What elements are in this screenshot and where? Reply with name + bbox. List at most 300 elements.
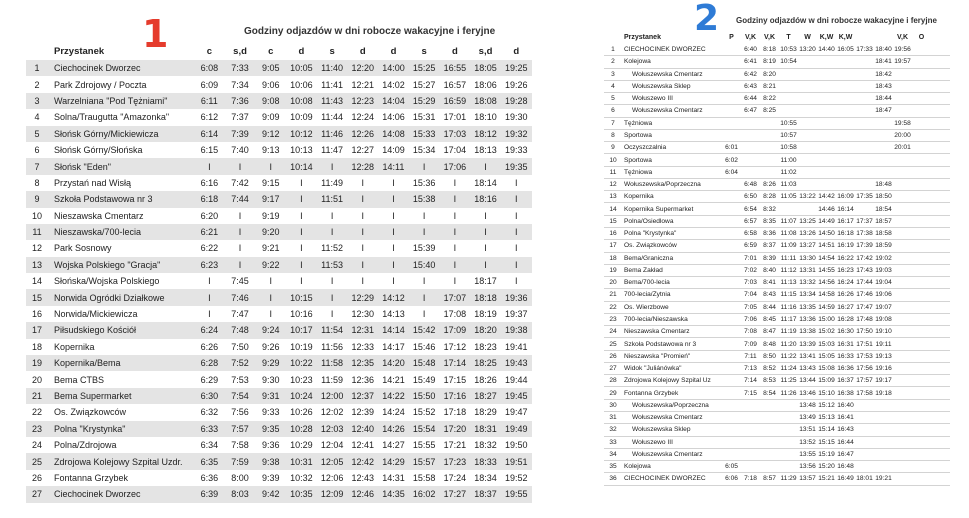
departure-time: 8:47 (763, 328, 776, 336)
table-row (26, 109, 532, 125)
departure-time: 18:01 (856, 475, 873, 483)
departure-time: 15:29 (412, 95, 436, 106)
table-row (604, 387, 950, 399)
table-row (604, 216, 950, 228)
stop-number: 7 (34, 161, 40, 172)
stop-number: 4 (34, 112, 40, 123)
departure-time: 11:11 (780, 254, 797, 262)
departure-time: 15:25 (412, 63, 436, 74)
stop-name: Bema/Graniczna (624, 254, 674, 262)
stop-name: Nieszawska Cmentarz (624, 328, 690, 336)
departure-time: 19:26 (504, 79, 528, 90)
departure-time: I (422, 161, 426, 172)
departure-time: 17:51 (856, 340, 873, 348)
departure-time: 8:26 (763, 181, 776, 189)
departure-time: 18:10 (474, 112, 497, 123)
departure-time: 17:12 (443, 341, 467, 352)
column-header (855, 34, 874, 44)
departure-time: 15:33 (412, 128, 436, 139)
stop-name: Przystań nad Wisłą (54, 177, 132, 188)
departure-time: I (330, 276, 334, 287)
stop-name: Zdrojowa Kolejowy Szpital Uz (624, 377, 711, 385)
stop-name: Norwida/Mickiewicza (54, 309, 138, 320)
departure-time: 12:20 (351, 63, 375, 74)
departure-time: 11:58 (321, 358, 344, 369)
departure-time: 17:04 (443, 145, 467, 156)
stop-number: 4 (611, 82, 615, 90)
departure-time: 6:21 (200, 227, 219, 238)
departure-time: 12:33 (351, 341, 375, 352)
departure-time: 10:55 (780, 119, 797, 127)
departure-time: 12:36 (351, 374, 375, 385)
departure-time: 10:05 (290, 63, 313, 74)
departure-time: 18:05 (474, 63, 497, 74)
departure-time: 10:32 (290, 472, 313, 483)
stop-name: Tężniowa (624, 119, 653, 127)
stop-number: 21 (31, 391, 42, 401)
table-row (604, 179, 950, 191)
timetable-title: Godziny odjazdów w dni robocze wakacyjne i feryjne (244, 26, 496, 37)
table-row (604, 424, 950, 436)
departure-time: 9:26 (261, 341, 280, 352)
departure-time: 8:22 (763, 95, 776, 103)
departure-time: I (330, 227, 334, 238)
departure-time: I (422, 227, 426, 238)
departure-time: 11:54 (321, 325, 344, 336)
departure-time: 8:53 (763, 377, 776, 385)
departure-time: 18:54 (875, 205, 892, 213)
departure-time: 6:32 (200, 407, 219, 418)
departure-time: 11:22 (780, 352, 797, 360)
departure-time: 6:20 (200, 210, 219, 221)
stop-name: Os. Związkowców (624, 242, 677, 250)
stop-number: 15 (31, 292, 42, 303)
departure-time: 7:05 (744, 303, 757, 311)
departure-time: 12:31 (351, 325, 375, 336)
column-header: P (729, 34, 734, 41)
departure-time: 7:39 (231, 128, 249, 139)
departure-time: 12:42 (351, 456, 375, 467)
stop-name: Park Zdrojowy / Poczta (54, 79, 147, 90)
departure-time: I (392, 259, 395, 270)
table-row (604, 277, 950, 289)
departure-time: 11:07 (780, 217, 797, 225)
stop-number: 9 (34, 194, 40, 205)
departure-time: I (422, 276, 426, 287)
stop-number: 20 (31, 374, 42, 385)
departure-time: 11:56 (321, 341, 344, 352)
departure-time: 18:42 (875, 70, 892, 78)
stop-name: CIECHOCINEK DWORZEC (624, 46, 706, 54)
table-row (604, 154, 950, 166)
departure-time: 13:56 (799, 463, 816, 471)
departure-time: 18:27 (474, 391, 497, 401)
departure-time: 6:12 (200, 112, 219, 123)
stop-name: Sportowa (624, 131, 652, 139)
departure-time: 17:38 (856, 230, 873, 238)
stop-number: 10 (609, 156, 617, 164)
stop-number: 15 (609, 217, 617, 225)
departure-time: 18:13 (474, 145, 497, 156)
departure-time: 15:02 (818, 328, 835, 336)
stop-number: 22 (609, 303, 617, 311)
departure-time: 17:06 (443, 161, 467, 172)
departure-time: 8:00 (231, 472, 249, 483)
departure-time: 6:41 (744, 58, 757, 66)
departure-time: 17:14 (443, 358, 467, 369)
departure-time: 6:39 (200, 489, 219, 500)
departure-time: I (392, 243, 395, 254)
departure-time: 13:39 (799, 340, 816, 348)
stop-number: 17 (609, 242, 617, 250)
departure-time: 6:01 (725, 144, 738, 152)
departure-time: 14:54 (818, 254, 835, 262)
stop-number: 12 (31, 243, 42, 254)
departure-time: 17:08 (443, 309, 467, 320)
departure-time: I (300, 227, 303, 238)
stop-number: 10 (31, 210, 42, 221)
departure-time: 15:48 (412, 358, 436, 369)
departure-time: 7:45 (231, 276, 249, 287)
departure-time: 17:56 (856, 365, 873, 373)
departure-time: I (300, 210, 303, 221)
departure-time: 10:12 (290, 128, 313, 139)
departure-time: 19:51 (504, 456, 528, 467)
departure-time: 8:52 (763, 365, 776, 373)
table-row (604, 338, 950, 350)
column-header (874, 34, 893, 44)
departure-time: 7:56 (231, 407, 249, 418)
departure-time: 16:17 (837, 217, 854, 225)
departure-time: 11:47 (321, 145, 344, 156)
departure-time: 19:57 (894, 58, 911, 66)
departure-time: 14:02 (382, 79, 405, 90)
stop-name: Słońsk Górny/Mickiewicza (54, 128, 159, 139)
departure-time: 11:52 (321, 243, 344, 254)
departure-time: 14:08 (382, 128, 405, 139)
table-row (604, 240, 950, 252)
departure-time: 16:09 (837, 193, 854, 201)
departure-time: 7:53 (231, 374, 249, 385)
departure-time: 9:15 (261, 177, 280, 188)
departure-time: 15:49 (412, 374, 436, 385)
departure-time: 15:50 (412, 391, 436, 401)
departure-time: 16:14 (837, 205, 854, 213)
stop-number: 18 (609, 254, 617, 262)
departure-time: 19:50 (504, 440, 528, 451)
departure-time: 14:40 (818, 46, 835, 54)
departure-time: 6:11 (200, 95, 218, 106)
departure-time: I (484, 243, 487, 254)
departure-time: 13:36 (799, 315, 816, 323)
departure-time: I (422, 309, 426, 320)
stop-name: CIECHOCINEK DWORZEC (624, 475, 706, 483)
departure-time: 17:48 (856, 315, 873, 323)
departure-time: 16:49 (837, 475, 854, 483)
departure-time: 19:04 (875, 279, 892, 287)
departure-time: I (484, 210, 487, 221)
departure-time: 7:42 (231, 177, 249, 188)
departure-time: 19:03 (875, 266, 892, 274)
stop-name: Wołuszewska Sklep (632, 426, 691, 434)
departure-time: 7:09 (744, 340, 757, 348)
departure-time: 16:33 (837, 352, 854, 360)
stop-number: 5 (611, 95, 615, 103)
departure-time: I (484, 227, 487, 238)
departure-time: I (453, 276, 457, 287)
departure-time: 12:26 (351, 128, 375, 139)
column-header: d (513, 46, 520, 57)
departure-time: 8:35 (763, 217, 776, 225)
stop-number: 14 (31, 276, 42, 287)
departure-time: 13:52 (799, 438, 816, 446)
departure-time: 17:01 (443, 112, 467, 123)
departure-time: 6:57 (744, 217, 757, 225)
departure-time: 14:42 (818, 193, 835, 201)
column-header: K,W (819, 34, 834, 41)
departure-time: 11:13 (780, 279, 797, 287)
departure-time: 18:29 (474, 407, 497, 418)
table-row (26, 404, 532, 420)
departure-time: 14:04 (382, 95, 405, 106)
column-header: c (206, 46, 212, 57)
departure-time: 8:50 (763, 352, 776, 360)
stop-name: Polna "Krystynka" (624, 230, 677, 238)
number-header (26, 46, 48, 60)
departure-time: 15:15 (818, 438, 835, 446)
departure-time: 10:19 (290, 341, 313, 352)
departure-time: I (422, 210, 426, 221)
stop-number: 6 (34, 145, 40, 156)
departure-time: 9:42 (261, 489, 280, 500)
departure-time: 6:43 (744, 82, 757, 90)
stop-number: 30 (609, 401, 617, 409)
departure-time: 17:27 (443, 489, 467, 500)
column-header: V,K (763, 34, 776, 41)
departure-time: 12:27 (351, 145, 375, 156)
departure-time: 16:40 (837, 401, 854, 409)
departure-time: 10:26 (290, 407, 313, 418)
departure-time: 10:29 (290, 440, 313, 451)
departure-time: 8:28 (763, 193, 776, 201)
departure-time: 16:37 (837, 377, 854, 385)
departure-time: 8:20 (763, 70, 776, 78)
departure-time: 19:17 (875, 377, 892, 385)
departure-time: 19:25 (504, 63, 528, 74)
column-header: d (390, 46, 397, 57)
departure-time: I (238, 259, 242, 270)
departure-time: 12:35 (351, 358, 375, 369)
departure-time: 15:57 (412, 456, 436, 467)
departure-time: 18:44 (875, 95, 892, 103)
departure-time: 7:48 (231, 325, 249, 336)
departure-time: 17:07 (443, 292, 467, 303)
departure-time: 19:11 (875, 340, 892, 348)
stop-name: Wołuszewska Cmentarz (632, 414, 703, 422)
departure-time: 19:33 (504, 145, 528, 156)
departure-time: 11:00 (780, 156, 797, 164)
departure-time: 18:59 (875, 242, 892, 250)
table-row (26, 257, 532, 273)
departure-time: 14:22 (382, 391, 405, 401)
departure-time: 16:24 (837, 279, 854, 287)
table-row (26, 158, 532, 174)
departure-time: I (453, 243, 457, 254)
departure-time: 12:37 (351, 391, 375, 401)
departure-time: 10:09 (290, 112, 313, 123)
departure-time: 14:59 (818, 303, 835, 311)
departure-time: 8:21 (763, 82, 776, 90)
table-row (604, 363, 950, 375)
departure-time: 12:05 (320, 456, 344, 467)
departure-time: 11:03 (780, 181, 797, 189)
departure-time: 17:18 (443, 407, 467, 418)
table-row (604, 400, 950, 412)
departure-time: 9:33 (261, 407, 280, 418)
stop-number: 26 (31, 472, 42, 483)
departure-time: 14:14 (382, 325, 405, 336)
departure-time: I (361, 227, 365, 238)
departure-time: 13:26 (799, 230, 816, 238)
departure-time: 11:08 (780, 230, 797, 238)
departure-time: I (514, 227, 518, 238)
stop-name: Wołuszewo III (632, 95, 673, 103)
departure-time: 6:50 (744, 193, 757, 201)
departure-time: 11:46 (321, 128, 344, 139)
departure-time: 15:21 (818, 475, 835, 483)
departure-time: 18:08 (474, 95, 497, 106)
departure-time: I (300, 177, 303, 188)
departure-time: I (453, 259, 457, 270)
column-header: W (804, 34, 811, 41)
departure-time: 12:02 (320, 407, 344, 418)
table-row (26, 76, 532, 92)
departure-time: 11:12 (780, 266, 797, 274)
departure-time: 19:21 (875, 475, 892, 483)
departure-time: 12:39 (351, 407, 375, 418)
departure-time: 14:06 (382, 112, 405, 123)
stop-number: 31 (609, 414, 617, 422)
departure-time: 18:18 (474, 292, 497, 303)
stop-number: 34 (609, 450, 617, 458)
departure-time: 13:32 (799, 279, 816, 287)
departure-time: 16:18 (837, 230, 854, 238)
departure-time: 13:38 (799, 328, 816, 336)
table-row (604, 473, 950, 485)
stop-number: 1 (34, 63, 40, 74)
departure-time: 11:16 (780, 303, 797, 311)
departure-time: 16:43 (837, 426, 854, 434)
departure-time: 15:52 (412, 407, 436, 418)
stop-number: 13 (609, 193, 617, 201)
departure-time: 12:28 (351, 161, 375, 172)
stop-number: 24 (609, 328, 617, 336)
table-row (604, 289, 950, 301)
departure-time: 13:27 (799, 242, 816, 250)
departure-time: 7:18 (744, 475, 757, 483)
stop-name: Bema Zakład (624, 266, 663, 274)
stop-name: Widok "Juliánówka" (624, 365, 682, 373)
stop-name: Warzelniana "Pod Tężniami" (54, 95, 168, 106)
column-header: O (918, 34, 925, 41)
departure-time: 15:00 (818, 315, 835, 323)
departure-time: 15:38 (412, 194, 436, 205)
departure-time: 13:35 (799, 303, 816, 311)
departure-time: 11:29 (780, 475, 797, 483)
departure-time: 14:17 (382, 341, 405, 352)
table-row (604, 118, 950, 130)
departure-time: 19:55 (504, 489, 528, 500)
departure-time: 14:20 (382, 358, 405, 369)
departure-time: 12:21 (351, 79, 375, 90)
departure-time: 12:24 (351, 112, 375, 123)
stop-number: 3 (611, 70, 615, 78)
departure-time: 18:31 (474, 423, 497, 434)
departure-time: 15:40 (412, 259, 436, 270)
departure-time: 17:44 (856, 279, 873, 287)
table-row (26, 355, 532, 371)
departure-time: 9:05 (261, 63, 280, 74)
departure-time: 6:33 (200, 423, 219, 434)
departure-time: 12:29 (351, 292, 375, 303)
departure-time: 19:44 (504, 374, 528, 385)
departure-time: 16:31 (837, 340, 854, 348)
departure-time: I (453, 227, 457, 238)
stop-number: 23 (31, 423, 42, 434)
departure-time: 7:34 (231, 79, 249, 90)
table-row (604, 314, 950, 326)
stop-number: 6 (611, 107, 615, 115)
departure-time: 15:34 (412, 145, 436, 156)
departure-time: I (453, 177, 457, 188)
departure-time: 17:20 (443, 423, 467, 434)
departure-time: 9:19 (261, 210, 280, 221)
departure-time: 16:47 (837, 450, 854, 458)
departure-time: 15:08 (818, 365, 835, 373)
departure-time: 17:33 (856, 46, 873, 54)
table-row (26, 322, 532, 338)
table-row (26, 208, 532, 224)
departure-time: 6:04 (725, 168, 738, 176)
departure-time: 13:34 (799, 291, 816, 299)
departure-time: 14:27 (382, 440, 405, 451)
stop-number: 7 (611, 119, 615, 127)
departure-time: 6:06 (725, 475, 738, 483)
departure-time: 19:56 (894, 46, 911, 54)
departure-time: 19:52 (504, 472, 528, 483)
departure-time: 7:52 (231, 358, 249, 369)
departure-time: 16:48 (837, 463, 854, 471)
departure-time: 14:26 (382, 423, 405, 434)
departure-time: 17:46 (856, 291, 873, 299)
table-row (604, 44, 950, 56)
table-row (604, 461, 950, 473)
departure-time: 7:37 (231, 112, 249, 123)
departure-time: 8:45 (763, 315, 776, 323)
departure-time: 20:00 (894, 131, 911, 139)
departure-time: 7:08 (744, 328, 757, 336)
departure-time: 19:06 (875, 291, 892, 299)
table-row (26, 224, 532, 240)
stop-name: Zdrojowa Kolejowy Szpital Uzdr. (54, 456, 183, 467)
departure-time: 9:21 (261, 243, 280, 254)
departure-time: 19:47 (504, 407, 528, 418)
stop-name: Piłsudskiego Kościół (54, 325, 137, 336)
departure-time: 14:49 (818, 217, 835, 225)
stop-name: 700-lecia/Żytnia (624, 291, 671, 299)
departure-time: 6:42 (744, 70, 757, 78)
stop-name: Ciechocinek Dworzec (54, 489, 141, 500)
